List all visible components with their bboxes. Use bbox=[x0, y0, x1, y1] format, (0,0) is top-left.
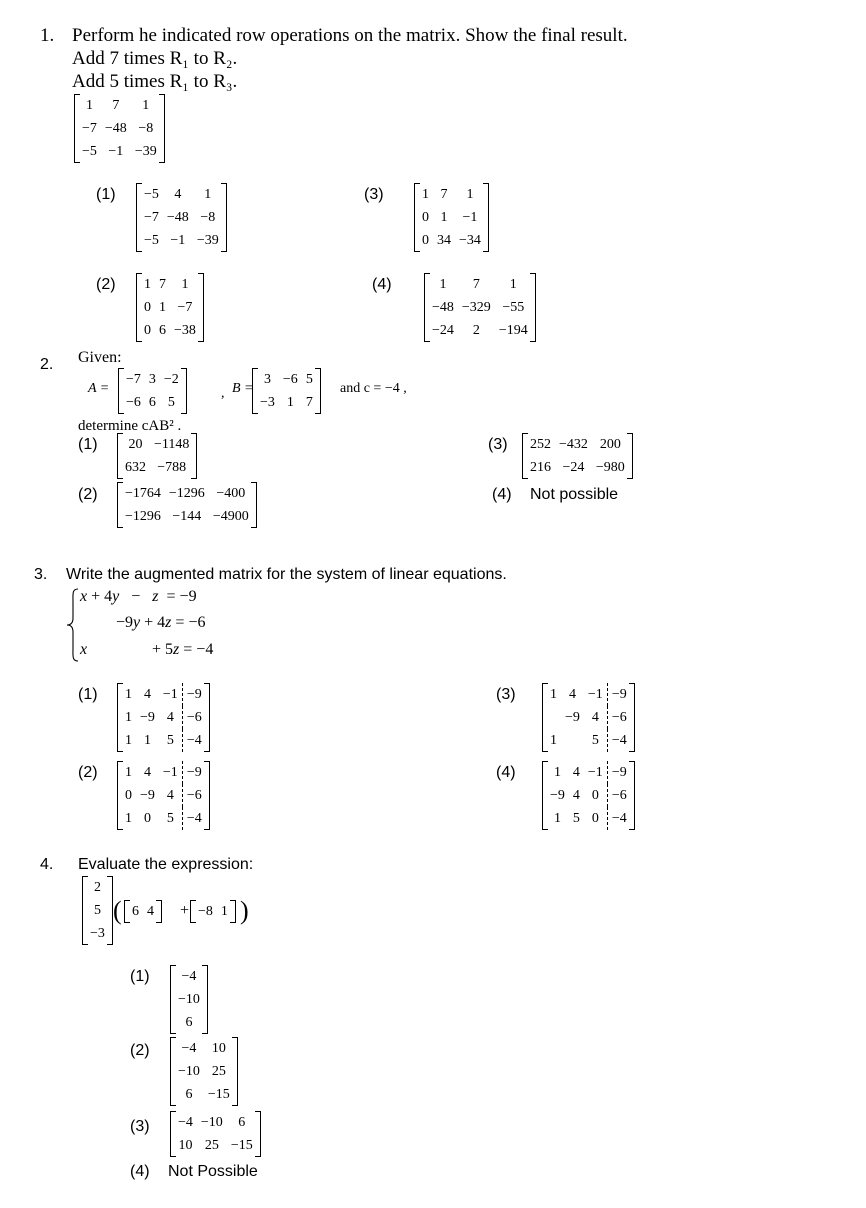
matrix-cell: −5 bbox=[144, 187, 159, 202]
matrix-cell: −10 bbox=[200, 1115, 223, 1130]
q3-system-brace bbox=[66, 588, 80, 662]
q4-open-paren: ( bbox=[113, 896, 122, 925]
q2-a-label: A = bbox=[88, 381, 110, 396]
matrix-cell: 0 bbox=[144, 323, 151, 338]
q1-option-3-label: (3) bbox=[364, 186, 384, 203]
matrix-cell: −432 bbox=[559, 437, 588, 452]
matrix-cell: 5 bbox=[572, 811, 580, 826]
matrix-cell: 1 bbox=[550, 733, 557, 748]
matrix-cell: −7 bbox=[144, 210, 159, 225]
matrix-cell: 0 bbox=[125, 788, 132, 803]
matrix-cell: −48 bbox=[166, 210, 189, 225]
matrix-cell: −144 bbox=[172, 509, 202, 524]
matrix-cell: −1764 bbox=[125, 486, 161, 501]
q3-option-4-matrix bbox=[542, 761, 635, 830]
q3-equation-3: x bbox=[80, 641, 88, 658]
matrix-cell: −1296 bbox=[125, 509, 161, 524]
q2-determine: determine cAB² . bbox=[78, 418, 182, 434]
matrix-cell: −9 bbox=[140, 788, 155, 803]
q1-option-3-matrix bbox=[414, 183, 489, 252]
matrix-cell: 5 bbox=[305, 372, 313, 387]
q4-row-vector-2 bbox=[190, 900, 236, 923]
matrix-cell: 1 bbox=[286, 395, 294, 410]
matrix-cell: −15 bbox=[207, 1087, 230, 1102]
matrix-cell: 1 bbox=[159, 300, 166, 315]
matrix-cell: −48 bbox=[104, 121, 127, 136]
matrix-cell: 10 bbox=[211, 1041, 226, 1056]
q3-equation-2: −9y + 4z = −6 bbox=[116, 614, 206, 631]
matrix-cell: 1 bbox=[125, 765, 132, 780]
q4-option-3-matrix bbox=[170, 1111, 261, 1157]
matrix-cell: −6 bbox=[182, 706, 205, 729]
matrix-cell: −9 bbox=[182, 761, 205, 784]
matrix-cell: −5 bbox=[144, 233, 159, 248]
q2-scalar-c: and c = −4 , bbox=[340, 381, 407, 396]
q1-number: 1. bbox=[40, 25, 55, 46]
matrix-cell: 1 bbox=[125, 687, 132, 702]
matrix-cell: −194 bbox=[498, 323, 528, 338]
matrix-cell: 1 bbox=[85, 98, 93, 113]
matrix-cell: 632 bbox=[125, 460, 146, 475]
matrix-cell: 1 bbox=[125, 733, 132, 748]
q3-equation-3-rest: + 5z = −4 bbox=[152, 641, 214, 658]
matrix-cell: 4 bbox=[143, 765, 151, 780]
matrix-cell: 4 bbox=[568, 687, 576, 702]
matrix-cell: −1 bbox=[162, 687, 178, 702]
matrix-cell: −1 bbox=[170, 233, 186, 248]
matrix-cell: −24 bbox=[562, 460, 585, 475]
matrix-cell: 6 bbox=[132, 904, 139, 919]
matrix-cell: −6 bbox=[126, 395, 141, 410]
q3-option-3-label: (3) bbox=[496, 686, 516, 703]
matrix-cell: 7 bbox=[159, 277, 166, 292]
matrix-cell: 0 bbox=[422, 233, 429, 248]
matrix-cell: 0 bbox=[143, 811, 151, 826]
matrix-cell: −9 bbox=[565, 710, 580, 725]
matrix-cell: 4 bbox=[572, 765, 580, 780]
matrix-cell: −10 bbox=[178, 992, 200, 1007]
q4-plus: + bbox=[180, 902, 190, 919]
q3-number: 3. bbox=[34, 566, 48, 583]
matrix-cell: −400 bbox=[216, 486, 246, 501]
matrix-cell: −4 bbox=[182, 807, 205, 830]
matrix-cell: 1 bbox=[422, 187, 429, 202]
matrix-cell: −4900 bbox=[212, 509, 249, 524]
matrix-cell: 1 bbox=[144, 277, 151, 292]
q4-prompt: Evaluate the expression: bbox=[78, 856, 254, 873]
q4-column-vector bbox=[82, 876, 113, 945]
matrix-cell: −8 bbox=[198, 904, 213, 919]
matrix-cell: 4 bbox=[591, 710, 599, 725]
q4-number: 4. bbox=[40, 856, 54, 873]
matrix-cell: 6 bbox=[185, 1015, 193, 1030]
q4-option-1-matrix bbox=[170, 965, 208, 1034]
matrix-cell: −8 bbox=[200, 210, 216, 225]
matrix-cell: 4 bbox=[166, 788, 174, 803]
q1-option-2-matrix bbox=[136, 273, 204, 342]
matrix-cell: 1 bbox=[220, 904, 228, 919]
matrix-cell: 5 bbox=[591, 733, 599, 748]
matrix-cell: −6 bbox=[607, 784, 630, 807]
matrix-cell: 1 bbox=[125, 710, 132, 725]
q4-close-paren: ) bbox=[240, 896, 249, 925]
matrix-cell: 7 bbox=[305, 395, 313, 410]
matrix-cell: −15 bbox=[230, 1138, 253, 1153]
matrix-cell: −1148 bbox=[154, 437, 190, 452]
matrix-cell: 1 bbox=[553, 765, 561, 780]
q2-option-3-label: (3) bbox=[488, 436, 508, 453]
matrix-cell: 25 bbox=[204, 1138, 219, 1153]
matrix-cell bbox=[546, 706, 561, 729]
matrix-cell: −4 bbox=[178, 1115, 193, 1130]
matrix-cell: 1 bbox=[509, 277, 517, 292]
q1-option-4-matrix bbox=[424, 273, 536, 342]
matrix-cell: −9 bbox=[140, 710, 155, 725]
matrix-cell: −980 bbox=[595, 460, 625, 475]
q4-option-2-matrix bbox=[170, 1037, 238, 1106]
matrix-cell: −1 bbox=[587, 765, 603, 780]
matrix-cell: −34 bbox=[459, 233, 481, 248]
matrix-cell: 4 bbox=[166, 710, 174, 725]
q2-option-3-matrix bbox=[522, 433, 633, 479]
matrix-cell: 1 bbox=[142, 98, 150, 113]
matrix-cell: −329 bbox=[461, 300, 491, 315]
matrix-cell: 1 bbox=[439, 277, 447, 292]
matrix-cell: 7 bbox=[472, 277, 480, 292]
matrix-cell: −4 bbox=[181, 969, 197, 984]
matrix-cell: 25 bbox=[211, 1064, 226, 1079]
matrix-cell: −48 bbox=[432, 300, 454, 315]
matrix-cell: 6 bbox=[238, 1115, 246, 1130]
matrix-cell: −10 bbox=[178, 1064, 200, 1079]
matrix-cell: −788 bbox=[157, 460, 187, 475]
matrix-cell bbox=[561, 729, 584, 752]
matrix-cell: 7 bbox=[440, 187, 448, 202]
matrix-cell: 1 bbox=[143, 733, 151, 748]
matrix-cell: −3 bbox=[90, 926, 105, 941]
matrix-cell: −6 bbox=[182, 784, 205, 807]
matrix-cell: 5 bbox=[166, 733, 174, 748]
q4-option-4-text: Not Possible bbox=[168, 1163, 258, 1180]
q2-given: Given: bbox=[78, 349, 122, 366]
matrix-cell: 5 bbox=[93, 903, 101, 918]
matrix-cell: 1 bbox=[553, 811, 561, 826]
matrix-cell: 6 bbox=[185, 1087, 193, 1102]
q2-option-2-label: (2) bbox=[78, 486, 98, 503]
matrix-cell: −1 bbox=[108, 144, 124, 159]
q3-option-4-label: (4) bbox=[496, 764, 516, 781]
matrix-cell: 3 bbox=[148, 372, 156, 387]
q3-prompt: Write the augmented matrix for the system of linear equations. bbox=[66, 566, 507, 583]
matrix-cell: −39 bbox=[134, 144, 157, 159]
q4-option-2-label: (2) bbox=[130, 1042, 150, 1059]
q3-option-1-matrix bbox=[117, 683, 210, 752]
q1-prompt: Perform he indicated row operations on the matrix. Show the final result. bbox=[72, 25, 628, 46]
matrix-cell: 0 bbox=[591, 811, 599, 826]
q2-option-4-label: (4) bbox=[492, 486, 512, 503]
matrix-cell: −4 bbox=[182, 729, 205, 752]
matrix-cell: −4 bbox=[607, 729, 630, 752]
matrix-cell: −9 bbox=[550, 788, 565, 803]
q3-equation-1: x + 4y − z = −9 bbox=[80, 588, 197, 605]
matrix-cell: −7 bbox=[126, 372, 141, 387]
matrix-cell: 5 bbox=[167, 395, 175, 410]
q1-matrix bbox=[74, 94, 165, 163]
matrix-cell: 1 bbox=[466, 187, 474, 202]
matrix-cell: 0 bbox=[591, 788, 599, 803]
matrix-cell: 1 bbox=[204, 187, 212, 202]
matrix-cell: 1 bbox=[181, 277, 189, 292]
matrix-cell: −9 bbox=[607, 761, 630, 784]
matrix-cell: −1296 bbox=[168, 486, 205, 501]
matrix-cell: 1 bbox=[440, 210, 448, 225]
matrix-cell: 5 bbox=[166, 811, 174, 826]
matrix-cell: −2 bbox=[163, 372, 179, 387]
matrix-cell: 34 bbox=[437, 233, 451, 248]
q1-option-4-label: (4) bbox=[372, 276, 392, 293]
matrix-cell: 0 bbox=[422, 210, 429, 225]
matrix-cell: −1 bbox=[587, 687, 603, 702]
matrix-cell: −6 bbox=[282, 372, 298, 387]
q3-option-1-label: (1) bbox=[78, 686, 98, 703]
q3-option-2-label: (2) bbox=[78, 764, 98, 781]
q2-comma: , bbox=[221, 386, 225, 401]
matrix-cell: 7 bbox=[112, 98, 120, 113]
matrix-cell: 0 bbox=[144, 300, 151, 315]
q4-option-4-label: (4) bbox=[130, 1163, 150, 1180]
matrix-cell: −39 bbox=[196, 233, 219, 248]
matrix-cell: 2 bbox=[93, 880, 101, 895]
q2-option-1-matrix bbox=[117, 433, 197, 479]
q4-row-vector-1 bbox=[124, 900, 162, 923]
matrix-cell: 4 bbox=[572, 788, 580, 803]
matrix-cell: −5 bbox=[82, 144, 97, 159]
matrix-cell: −9 bbox=[182, 683, 205, 706]
matrix-cell: −38 bbox=[174, 323, 196, 338]
matrix-cell: −8 bbox=[138, 121, 154, 136]
q4-option-3-label: (3) bbox=[130, 1118, 150, 1135]
q4-option-1-label: (1) bbox=[130, 968, 150, 985]
q2-option-2-matrix bbox=[117, 482, 257, 528]
matrix-cell: −6 bbox=[607, 706, 630, 729]
matrix-cell: −1 bbox=[462, 210, 478, 225]
matrix-cell: 4 bbox=[143, 687, 151, 702]
matrix-cell: −9 bbox=[607, 683, 630, 706]
matrix-cell: −24 bbox=[432, 323, 454, 338]
matrix-cell: 200 bbox=[599, 437, 621, 452]
matrix-cell: −4 bbox=[607, 807, 630, 830]
matrix-cell: 10 bbox=[178, 1138, 193, 1153]
matrix-cell: −4 bbox=[181, 1041, 197, 1056]
q1-option-1-matrix bbox=[136, 183, 227, 252]
matrix-cell: 6 bbox=[148, 395, 156, 410]
q2-b-label: B = bbox=[232, 381, 254, 396]
matrix-cell: 1 bbox=[550, 687, 557, 702]
q2-number: 2. bbox=[40, 356, 54, 373]
matrix-cell: 20 bbox=[128, 437, 143, 452]
matrix-cell: 6 bbox=[159, 323, 166, 338]
matrix-cell: 1 bbox=[125, 811, 132, 826]
q1-step-1: Add 7 times R₁ to R₂. bbox=[72, 48, 238, 69]
q2-option-1-label: (1) bbox=[78, 436, 98, 453]
q1-option-2-label: (2) bbox=[96, 276, 116, 293]
q3-option-3-matrix bbox=[542, 683, 635, 752]
matrix-cell: 2 bbox=[472, 323, 480, 338]
q2-option-4-text: Not possible bbox=[530, 486, 619, 503]
matrix-cell: −7 bbox=[82, 121, 97, 136]
matrix-cell: −7 bbox=[177, 300, 193, 315]
q2-matrix-a bbox=[118, 368, 187, 414]
matrix-cell: 216 bbox=[530, 460, 551, 475]
matrix-cell: 252 bbox=[530, 437, 551, 452]
matrix-cell: −1 bbox=[162, 765, 178, 780]
q2-matrix-b bbox=[252, 368, 321, 414]
matrix-cell: −55 bbox=[502, 300, 525, 315]
matrix-cell: 4 bbox=[174, 187, 182, 202]
q1-option-1-label: (1) bbox=[96, 186, 116, 203]
q1-step-2: Add 5 times R₁ to R₃. bbox=[72, 71, 238, 92]
matrix-cell: 4 bbox=[147, 904, 154, 919]
matrix-cell: −3 bbox=[260, 395, 275, 410]
q3-option-2-matrix bbox=[117, 761, 210, 830]
matrix-cell: 3 bbox=[263, 372, 271, 387]
